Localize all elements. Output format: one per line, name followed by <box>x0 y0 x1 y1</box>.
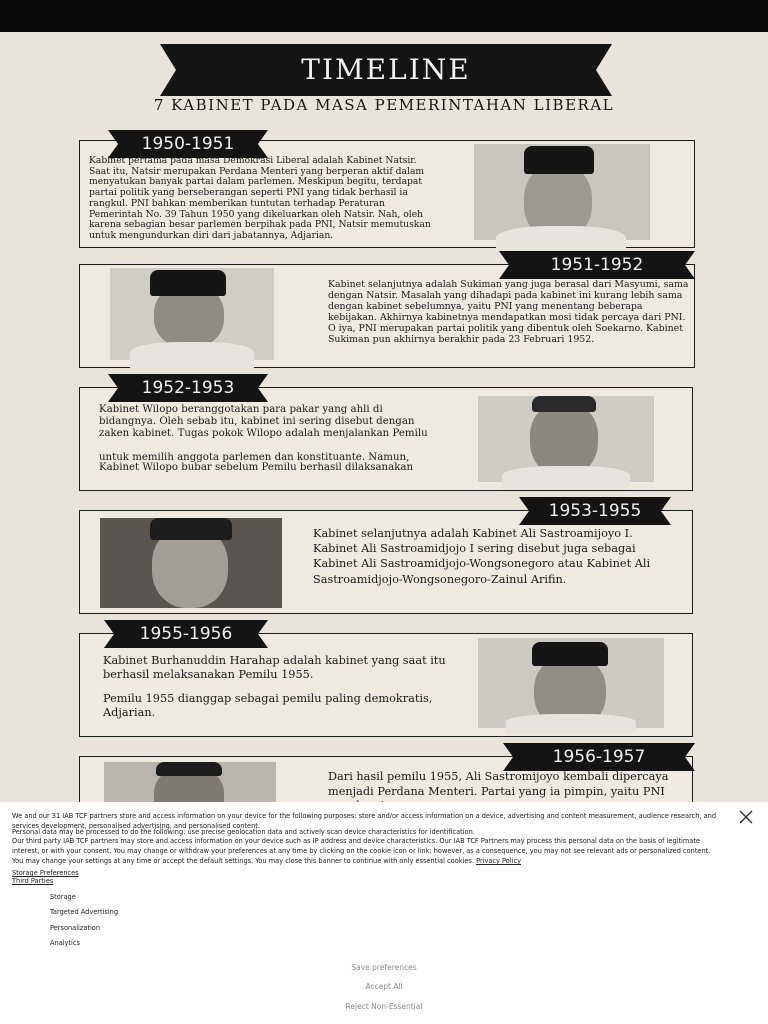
privacy-policy-link[interactable]: Privacy Policy <box>476 857 522 866</box>
entry-text-continued: Pemilu 1955 dianggap sebagai pemilu paling demokratis, Adjarian. <box>103 692 433 719</box>
year-label: 1955-1956 <box>139 624 233 644</box>
portrait-photo <box>100 518 282 608</box>
year-label: 1950-1951 <box>141 134 235 154</box>
option-targeted-advertising[interactable]: Targeted Advertising <box>50 908 119 916</box>
entry-text: Kabinet Burhanuddin Harahap adalah kabinet yang saat itu berhasil melaksanakan Pemilu 1955. <box>103 654 446 681</box>
year-label: 1952-1953 <box>141 378 235 398</box>
consent-text-purposes: We and our 31 IAB TCF partners store and access information on your device for the following purposes: store and/or access information on a device, advertising and content measurement, audience research, and services development, personalised advertising, and personalised content. <box>12 812 717 831</box>
option-personalization[interactable]: Personalization <box>50 924 100 932</box>
year-label: 1953-1955 <box>548 501 642 521</box>
option-storage[interactable]: Storage <box>50 893 76 901</box>
entry-text: Kabinet selanjutnya adalah Kabinet Ali Sastroamijoyo I. Kabinet Ali Sastroamidjojo I sering disebut juga sebagai Kabinet Ali Sastroamidjojo-Wongsonegoro atau Kabinet Ali Sastroamidjojo-Wongsonegoro-Zainul Arifin. <box>313 527 651 586</box>
year-banner-1 <box>108 130 268 158</box>
reject-non-essential-button[interactable]: Reject Non-Essential <box>345 1002 423 1011</box>
close-icon[interactable] <box>737 808 755 826</box>
third-parties-link[interactable]: Third Parties <box>12 877 54 885</box>
consent-text-partners <box>12 836 712 867</box>
year-banner-2 <box>499 251 695 279</box>
consent-partners-text: Our third party IAB TCF partners may store and access information on your device such as IP address and device characteristics. Our IAB TCF Partners may process this personal data on the basis of legitimate interest, or with your consent. You may change or withdraw your preferences at any time by clicking on the cookie icon or link; however, as a consequence, you may not see relevant ads or personalized content. You may change your settings at any time or accept the default settings. You may close this banner to continue with only essential cookies. <box>12 837 711 866</box>
portrait-photo <box>478 396 654 482</box>
entry-text: Kabinet selanjutnya adalah Sukiman yang juga berasal dari Masyumi, sama dengan Natsir. Masalah yang dihadapi pada kabinet ini kurang lebih sama dengan kabinet sebelumnya, yaitu PNI yang menentang beberapa kebijakan. Akhirnya kabinetnya mendapatkan mosi tidak percaya dari PNI. O iya, PNI merupakan partai politik yang dibentuk oleh Soekarno. Kabinet Sukiman pun akhirnya berakhir pada 23 Februari 1952. <box>328 279 689 346</box>
cookie-consent-banner <box>0 802 768 1024</box>
page-title: TIMELINE <box>301 53 471 86</box>
year-banner-6 <box>503 743 695 771</box>
year-label: 1951-1952 <box>550 255 644 275</box>
portrait-photo <box>474 144 650 240</box>
entry-text: Kabinet pertama pada masa Demokrasi Liberal adalah Kabinet Natsir. Saat itu, Natsir merupakan Perdana Menteri yang berperan aktif dalam menyatukan banyak partai dalam parlemen. Meskipun begitu, terdapat partai politik yang berseberangan seperti PNI yang tidak berhasil ia rangkul. PNI bahkan memberikan tuntutan terhadap Peraturan Pemerintah No. 39 Tahun 1950 yang dikeluarkan oleh Natsir. Nah, oleh karena sebagian besar parlemen berpihak pada PNI, Natsir memutuskan untuk mengundurkan diri dari jabatannya, Adjarian. <box>89 155 431 241</box>
accept-all-button[interactable]: Accept All <box>365 982 403 991</box>
year-banner-3 <box>108 374 268 402</box>
portrait-photo <box>104 762 276 802</box>
option-analytics[interactable]: Analytics <box>50 939 80 947</box>
year-banner-4 <box>519 497 671 525</box>
entry-text: Dari hasil pemilu 1955, Ali Sastromijoyo kembali dipercaya menjadi Perdana Menteri. Partai yang ia pimpin, yaitu PNI <box>328 770 669 798</box>
save-preferences-button[interactable]: Save preferences <box>351 963 417 972</box>
entry-text: Kabinet Wilopo beranggotakan para pakar yang ahli di bidangnya. Oleh sebab itu, kabinet ini sering disebut dengan zaken kabinet. Tugas pokok Wilopo adalah menjalankan Pemilu <box>99 404 428 439</box>
title-banner <box>160 44 612 96</box>
year-banner-5 <box>104 620 268 648</box>
top-bar <box>0 0 768 32</box>
portrait-photo <box>478 638 664 728</box>
page-subtitle: 7 KABINET PADA MASA PEMERINTAHAN LIBERAL <box>153 96 615 114</box>
consent-text-personal-data: Personal data may be processed to do the following: use precise geolocation data and actively scan device characteristics for identification. <box>12 828 475 836</box>
year-label: 1956-1957 <box>552 747 646 767</box>
portrait-photo <box>110 268 274 360</box>
entry-text-continued: untuk memilih anggota parlemen dan konstituante. Namun, Kabinet Wilopo bubar sebelum Pemilu berhasil dilaksanakan <box>99 452 414 474</box>
storage-preferences-link[interactable]: Storage Preferences <box>12 869 79 877</box>
